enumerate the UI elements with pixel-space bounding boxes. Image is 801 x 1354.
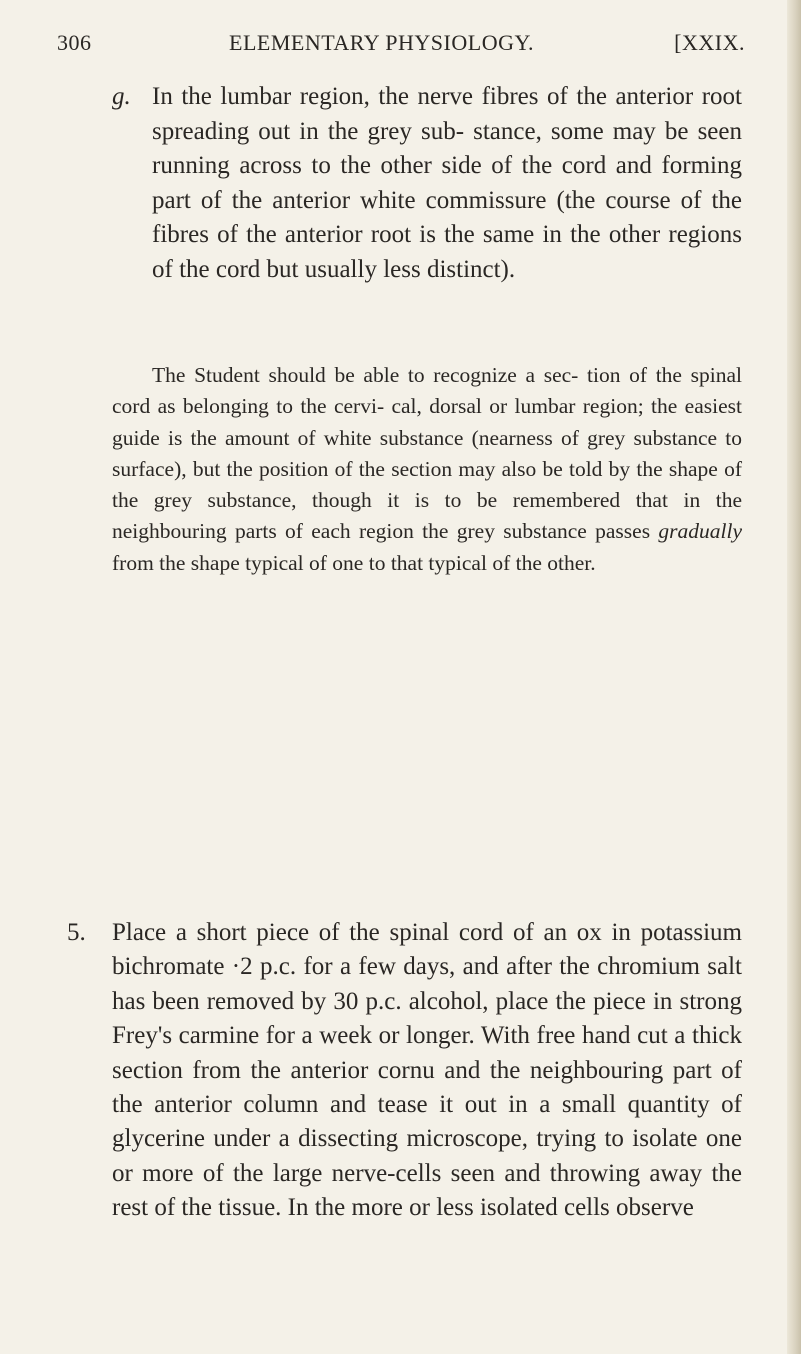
note-emphasis: gradually [658, 519, 742, 544]
running-title: ELEMENTARY PHYSIOLOGY. [229, 30, 535, 55]
page-number: 306 [57, 30, 92, 55]
paragraph-5 [67, 916, 742, 1226]
student-note-paragraph [112, 360, 742, 579]
item-marker-5: 5. [67, 919, 86, 946]
item-marker-g: g. [112, 83, 131, 110]
paragraph-5-text: Place a short piece of the spinal cord of an ox in potassium bichromate ·2 p.c. for a few days, and after the chromium salt has been removed by 30 p.c. alcohol, place the piece in strong Frey's carmine for a week or longer. With free hand cut a thick section from the anterior cornu and the neighbouring part of the anterior column and tease it out in a small quantity of glycerine under a dissecting microscope, trying to isolate one or more of the large nerve-cells seen and throwing away the rest of the tissue. In the more or less isolated cells observe [112, 919, 742, 1222]
page-edge-shadow [787, 0, 801, 1354]
note-text-before: The Student should be able to recognize a sec- tion of the spinal cord as belonging to the cervi- cal, dorsal or lumbar region; the easiest guide is the amount of white substance (nearness of grey substance to surface), but the position of the section may also be told by the shape of the grey substance, though it is to be remembered that in the neighbouring parts of each region the grey substance passes [112, 363, 742, 544]
running-header [57, 30, 745, 60]
chapter-reference: [XXIX. [674, 30, 745, 55]
paragraph-g [112, 80, 742, 287]
note-text-after: from the shape typical of one to that typical of the other. [112, 550, 596, 575]
paragraph-g-text: In the lumbar region, the nerve fibres of the anterior root spreading out in the grey sub- stance, some may be seen running across to the other side of the cord and forming part of the anterior white commissure (the course of the fibres of the anterior root is the same in the other regions of the cord but usually less distinct). [152, 83, 742, 283]
